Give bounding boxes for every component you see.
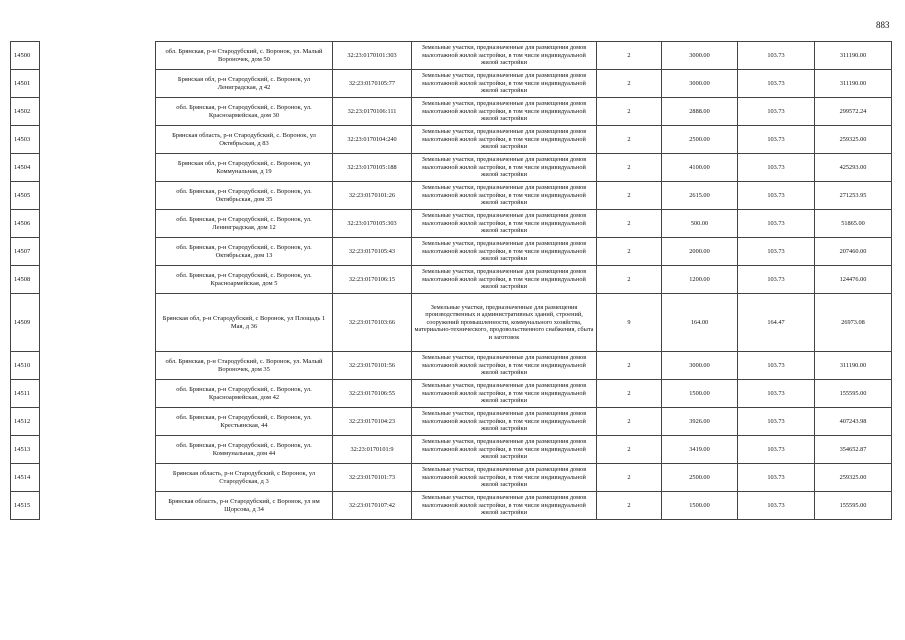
table-row bbox=[156, 408, 892, 436]
row-number bbox=[11, 464, 40, 492]
cadastral-number-cell: 32:23:0170105:43 bbox=[333, 238, 412, 266]
row-number-cell: 14514 bbox=[11, 464, 40, 492]
row-number bbox=[11, 352, 40, 380]
area-cell: 1500.00 bbox=[662, 380, 738, 408]
cadastral-number-cell: 32:23:0170105:188 bbox=[333, 154, 412, 182]
area-cell: 3000.00 bbox=[662, 70, 738, 98]
cadastral-number-cell: 32:23:0170104:23 bbox=[333, 408, 412, 436]
area-cell: 2500.00 bbox=[662, 464, 738, 492]
cadastral-value-cell: 299572.24 bbox=[815, 98, 892, 126]
land-use-cell: Земельные участки, предназначенные для размещения домов малоэтажной жилой застройки, в том числе индивидуальной жилой застройки bbox=[412, 408, 597, 436]
address-cell: обл. Брянская, р-н Стародубский, с. Воронок, ул. Крестьянская, 44 bbox=[156, 408, 333, 436]
specific-value-cell: 103.73 bbox=[738, 464, 815, 492]
cadastral-value-cell: 425293.00 bbox=[815, 154, 892, 182]
row-number bbox=[11, 436, 40, 464]
address-cell: обл. Брянская, р-н Стародубский, с. Воронок, ул. Коммунальная, дом 44 bbox=[156, 436, 333, 464]
table-row bbox=[156, 70, 892, 98]
cadastral-value-cell: 259325.00 bbox=[815, 464, 892, 492]
table-body bbox=[156, 42, 892, 520]
cadastral-value-cell: 124476.00 bbox=[815, 266, 892, 294]
address-cell: Брянская обл, р-н Стародубский, с. Воронок, ул Лениградская, д 42 bbox=[156, 70, 333, 98]
address-cell: обл. Брянская, р-н Стародубский, с. Воронок, ул. Октябрьская, дом 35 bbox=[156, 182, 333, 210]
cadastral-number-cell: 32:23:0170101:9 bbox=[333, 436, 412, 464]
cadastral-value-cell: 271253.95 bbox=[815, 182, 892, 210]
table-row bbox=[156, 182, 892, 210]
area-cell: 3926.00 bbox=[662, 408, 738, 436]
specific-value-cell: 103.73 bbox=[738, 436, 815, 464]
specific-value-cell: 103.73 bbox=[738, 380, 815, 408]
row-number-cell: 14504 bbox=[11, 154, 40, 182]
area-cell: 1200.00 bbox=[662, 266, 738, 294]
cadastral-number-cell: 32:23:0170101:26 bbox=[333, 182, 412, 210]
cadastral-number-cell: 32:23:0170104:240 bbox=[333, 126, 412, 154]
address-cell: обл. Брянская, р-н Стародубский, с. Воронок, ул. Красноармейская, дом 5 bbox=[156, 266, 333, 294]
table-row bbox=[156, 380, 892, 408]
cadastral-number-cell: 32:23:0170107:42 bbox=[333, 492, 412, 520]
cadastral-number-cell: 32:23:0170101:73 bbox=[333, 464, 412, 492]
table-row bbox=[156, 126, 892, 154]
area-cell: 2000.00 bbox=[662, 238, 738, 266]
land-use-cell: Земельные участки, предназначенные для размещения домов малоэтажной жилой застройки, в том числе индивидуальной жилой застройки bbox=[412, 154, 597, 182]
area-cell: 3000.00 bbox=[662, 42, 738, 70]
area-cell: 1500.00 bbox=[662, 492, 738, 520]
specific-value-cell: 103.73 bbox=[738, 154, 815, 182]
cadastral-number-cell: 32:23:0170101:56 bbox=[333, 352, 412, 380]
group-number-cell: 2 bbox=[597, 380, 662, 408]
group-number-cell: 2 bbox=[597, 42, 662, 70]
row-number-cell: 14515 bbox=[11, 492, 40, 520]
address-cell: Брянская область, р-н Стародубский, с. Воронок, ул Октябрьская, д 83 bbox=[156, 126, 333, 154]
specific-value-cell: 103.73 bbox=[738, 126, 815, 154]
table-row bbox=[156, 42, 892, 70]
area-cell: 2888.00 bbox=[662, 98, 738, 126]
address-cell: Брянская обл, р-н Стародубский, с Воронок, ул Площадь 1 Мая, д 36 bbox=[156, 294, 333, 352]
land-use-cell: Земельные участки, предназначенные для размещения производственных и административных зданий, строений, сооружений промышленности, коммунального хозяйства, материально-технического, продовольственного снабжения, сбыта и заготовок bbox=[412, 294, 597, 352]
group-number-cell: 2 bbox=[597, 436, 662, 464]
specific-value-cell: 103.73 bbox=[738, 238, 815, 266]
cadastral-value-cell: 311190.00 bbox=[815, 352, 892, 380]
cadastral-number-cell: 32:23:0170101:303 bbox=[333, 42, 412, 70]
cadastral-value-cell: 259325.00 bbox=[815, 126, 892, 154]
table-row bbox=[156, 436, 892, 464]
group-number-cell: 2 bbox=[597, 408, 662, 436]
specific-value-cell: 103.73 bbox=[738, 182, 815, 210]
cadastral-value-cell: 155595.00 bbox=[815, 380, 892, 408]
row-number-cell: 14511 bbox=[11, 380, 40, 408]
land-use-cell: Земельные участки, предназначенные для размещения домов малоэтажной жилой застройки, в том числе индивидуальной жилой застройки bbox=[412, 380, 597, 408]
row-number-cell: 14509 bbox=[11, 294, 40, 352]
land-use-cell: Земельные участки, предназначенные для размещения домов малоэтажной жилой застройки, в том числе индивидуальной жилой застройки bbox=[412, 464, 597, 492]
land-use-cell: Земельные участки, предназначенные для размещения домов малоэтажной жилой застройки, в том числе индивидуальной жилой застройки bbox=[412, 436, 597, 464]
address-cell: Брянская область, р-н Стародубский, с Воронок, ул Стародубская, д 3 bbox=[156, 464, 333, 492]
area-cell: 2500.00 bbox=[662, 126, 738, 154]
cadastral-value-cell: 354652.87 bbox=[815, 436, 892, 464]
row-number bbox=[11, 408, 40, 436]
land-use-cell: Земельные участки, предназначенные для размещения домов малоэтажной жилой застройки, в том числе индивидуальной жилой застройки bbox=[412, 70, 597, 98]
table-row bbox=[156, 492, 892, 520]
row-number bbox=[11, 126, 40, 154]
specific-value-cell: 103.73 bbox=[738, 492, 815, 520]
cadastral-number-cell: 32:23:0170105:303 bbox=[333, 210, 412, 238]
specific-value-cell: 103.73 bbox=[738, 70, 815, 98]
row-number bbox=[11, 98, 40, 126]
specific-value-cell: 103.73 bbox=[738, 42, 815, 70]
area-cell: 3000.00 bbox=[662, 352, 738, 380]
group-number-cell: 9 bbox=[597, 294, 662, 352]
cadastral-value-cell: 155595.00 bbox=[815, 492, 892, 520]
table-row bbox=[156, 464, 892, 492]
cadastral-value-cell: 311190.00 bbox=[815, 70, 892, 98]
row-number-cell: 14502 bbox=[11, 98, 40, 126]
land-use-cell: Земельные участки, предназначенные для размещения домов малоэтажной жилой застройки, в том числе индивидуальной жилой застройки bbox=[412, 126, 597, 154]
table-row bbox=[156, 98, 892, 126]
cadastral-value-cell: 311190.00 bbox=[815, 42, 892, 70]
group-number-cell: 2 bbox=[597, 464, 662, 492]
group-number-cell: 2 bbox=[597, 98, 662, 126]
group-number-cell: 2 bbox=[597, 238, 662, 266]
area-cell: 164.00 bbox=[662, 294, 738, 352]
address-cell: Брянская обл, р-н Стародубский, с. Воронок, ул Коммунальная, д 19 bbox=[156, 154, 333, 182]
row-number bbox=[11, 182, 40, 210]
row-number bbox=[11, 380, 40, 408]
address-cell: обл. Брянская, р-н Стародубский, с. Воронок, ул. Октябрьская, дом 13 bbox=[156, 238, 333, 266]
row-number-column bbox=[10, 41, 40, 520]
row-number-cell: 14506 bbox=[11, 210, 40, 238]
cadastral-number-cell: 32:23:0170106:111 bbox=[333, 98, 412, 126]
table-row bbox=[156, 294, 892, 352]
table-row bbox=[156, 238, 892, 266]
area-cell: 4100.00 bbox=[662, 154, 738, 182]
address-cell: обл. Брянская, р-н Стародубский, с. Воронок, ул. Красноармейская, дом 30 bbox=[156, 98, 333, 126]
row-number-cell: 14512 bbox=[11, 408, 40, 436]
group-number-cell: 2 bbox=[597, 182, 662, 210]
address-cell: обл. Брянская, р-н Стародубский, с. Воронок, ул. Малый Вороночек, дом 50 bbox=[156, 42, 333, 70]
area-cell: 3419.00 bbox=[662, 436, 738, 464]
land-use-cell: Земельные участки, предназначенные для размещения домов малоэтажной жилой застройки, в том числе индивидуальной жилой застройки bbox=[412, 492, 597, 520]
land-use-cell: Земельные участки, предназначенные для размещения домов малоэтажной жилой застройки, в том числе индивидуальной жилой застройки bbox=[412, 42, 597, 70]
row-number bbox=[11, 266, 40, 294]
row-number-cell: 14508 bbox=[11, 266, 40, 294]
row-number bbox=[11, 154, 40, 182]
row-number bbox=[11, 238, 40, 266]
address-cell: обл. Брянская, р-н Стародубский, с. Воронок, ул. Ленинградская, дом 12 bbox=[156, 210, 333, 238]
group-number-cell: 2 bbox=[597, 210, 662, 238]
specific-value-cell: 103.73 bbox=[738, 352, 815, 380]
row-number-cell: 14503 bbox=[11, 126, 40, 154]
land-use-cell: Земельные участки, предназначенные для размещения домов малоэтажной жилой застройки, в том числе индивидуальной жилой застройки bbox=[412, 266, 597, 294]
cadastral-number-cell: 32:23:0170106:15 bbox=[333, 266, 412, 294]
row-number bbox=[11, 42, 40, 70]
address-cell: обл. Брянская, р-н Стародубский, с. Воронок, ул. Красноармейская, дом 42 bbox=[156, 380, 333, 408]
address-cell: Брянская область, р-н Стародубский, с Воронок, ул им Щорсова, д 34 bbox=[156, 492, 333, 520]
row-number bbox=[11, 210, 40, 238]
table-row bbox=[156, 266, 892, 294]
row-number-cell: 14501 bbox=[11, 70, 40, 98]
group-number-cell: 2 bbox=[597, 154, 662, 182]
row-number-cell: 14507 bbox=[11, 238, 40, 266]
cadastral-value-cell: 26973.08 bbox=[815, 294, 892, 352]
table-row bbox=[156, 352, 892, 380]
specific-value-cell: 103.73 bbox=[738, 408, 815, 436]
cadastral-value-cell: 207460.00 bbox=[815, 238, 892, 266]
row-number bbox=[11, 492, 40, 520]
specific-value-cell: 103.73 bbox=[738, 210, 815, 238]
area-cell: 2615.00 bbox=[662, 182, 738, 210]
group-number-cell: 2 bbox=[597, 126, 662, 154]
specific-value-cell: 103.73 bbox=[738, 266, 815, 294]
cadastral-value-cell: 51865.00 bbox=[815, 210, 892, 238]
group-number-cell: 2 bbox=[597, 266, 662, 294]
land-use-cell: Земельные участки, предназначенные для размещения домов малоэтажной жилой застройки, в том числе индивидуальной жилой застройки bbox=[412, 98, 597, 126]
cadastral-number-cell: 32:23:0170103:66 bbox=[333, 294, 412, 352]
row-number bbox=[11, 294, 40, 352]
row-number bbox=[11, 70, 40, 98]
cadastral-value-cell: 407243.98 bbox=[815, 408, 892, 436]
land-use-cell: Земельные участки, предназначенные для размещения домов малоэтажной жилой застройки, в том числе индивидуальной жилой застройки bbox=[412, 182, 597, 210]
row-number-cell: 14505 bbox=[11, 182, 40, 210]
land-use-cell: Земельные участки, предназначенные для размещения домов малоэтажной жилой застройки, в том числе индивидуальной жилой застройки bbox=[412, 352, 597, 380]
land-use-cell: Земельные участки, предназначенные для размещения домов малоэтажной жилой застройки, в том числе индивидуальной жилой застройки bbox=[412, 210, 597, 238]
table-row bbox=[156, 210, 892, 238]
row-number-list bbox=[11, 42, 40, 520]
cadastral-number-cell: 32:23:0170106:55 bbox=[333, 380, 412, 408]
group-number-cell: 2 bbox=[597, 492, 662, 520]
land-use-cell: Земельные участки, предназначенные для размещения домов малоэтажной жилой застройки, в том числе индивидуальной жилой застройки bbox=[412, 238, 597, 266]
group-number-cell: 2 bbox=[597, 352, 662, 380]
specific-value-cell: 103.73 bbox=[738, 98, 815, 126]
row-number-cell: 14500 bbox=[11, 42, 40, 70]
page-number: 883 bbox=[876, 20, 890, 30]
cadastral-number-cell: 32:23:0170105:77 bbox=[333, 70, 412, 98]
area-cell: 500.00 bbox=[662, 210, 738, 238]
row-number-cell: 14510 bbox=[11, 352, 40, 380]
address-cell: обл. Брянская, р-н Стародубский, с. Воронок, ул. Малый Вороночек, дом 35 bbox=[156, 352, 333, 380]
cadastral-value-table bbox=[155, 41, 892, 520]
group-number-cell: 2 bbox=[597, 70, 662, 98]
row-number-cell: 14513 bbox=[11, 436, 40, 464]
table-row bbox=[156, 154, 892, 182]
specific-value-cell: 164.47 bbox=[738, 294, 815, 352]
